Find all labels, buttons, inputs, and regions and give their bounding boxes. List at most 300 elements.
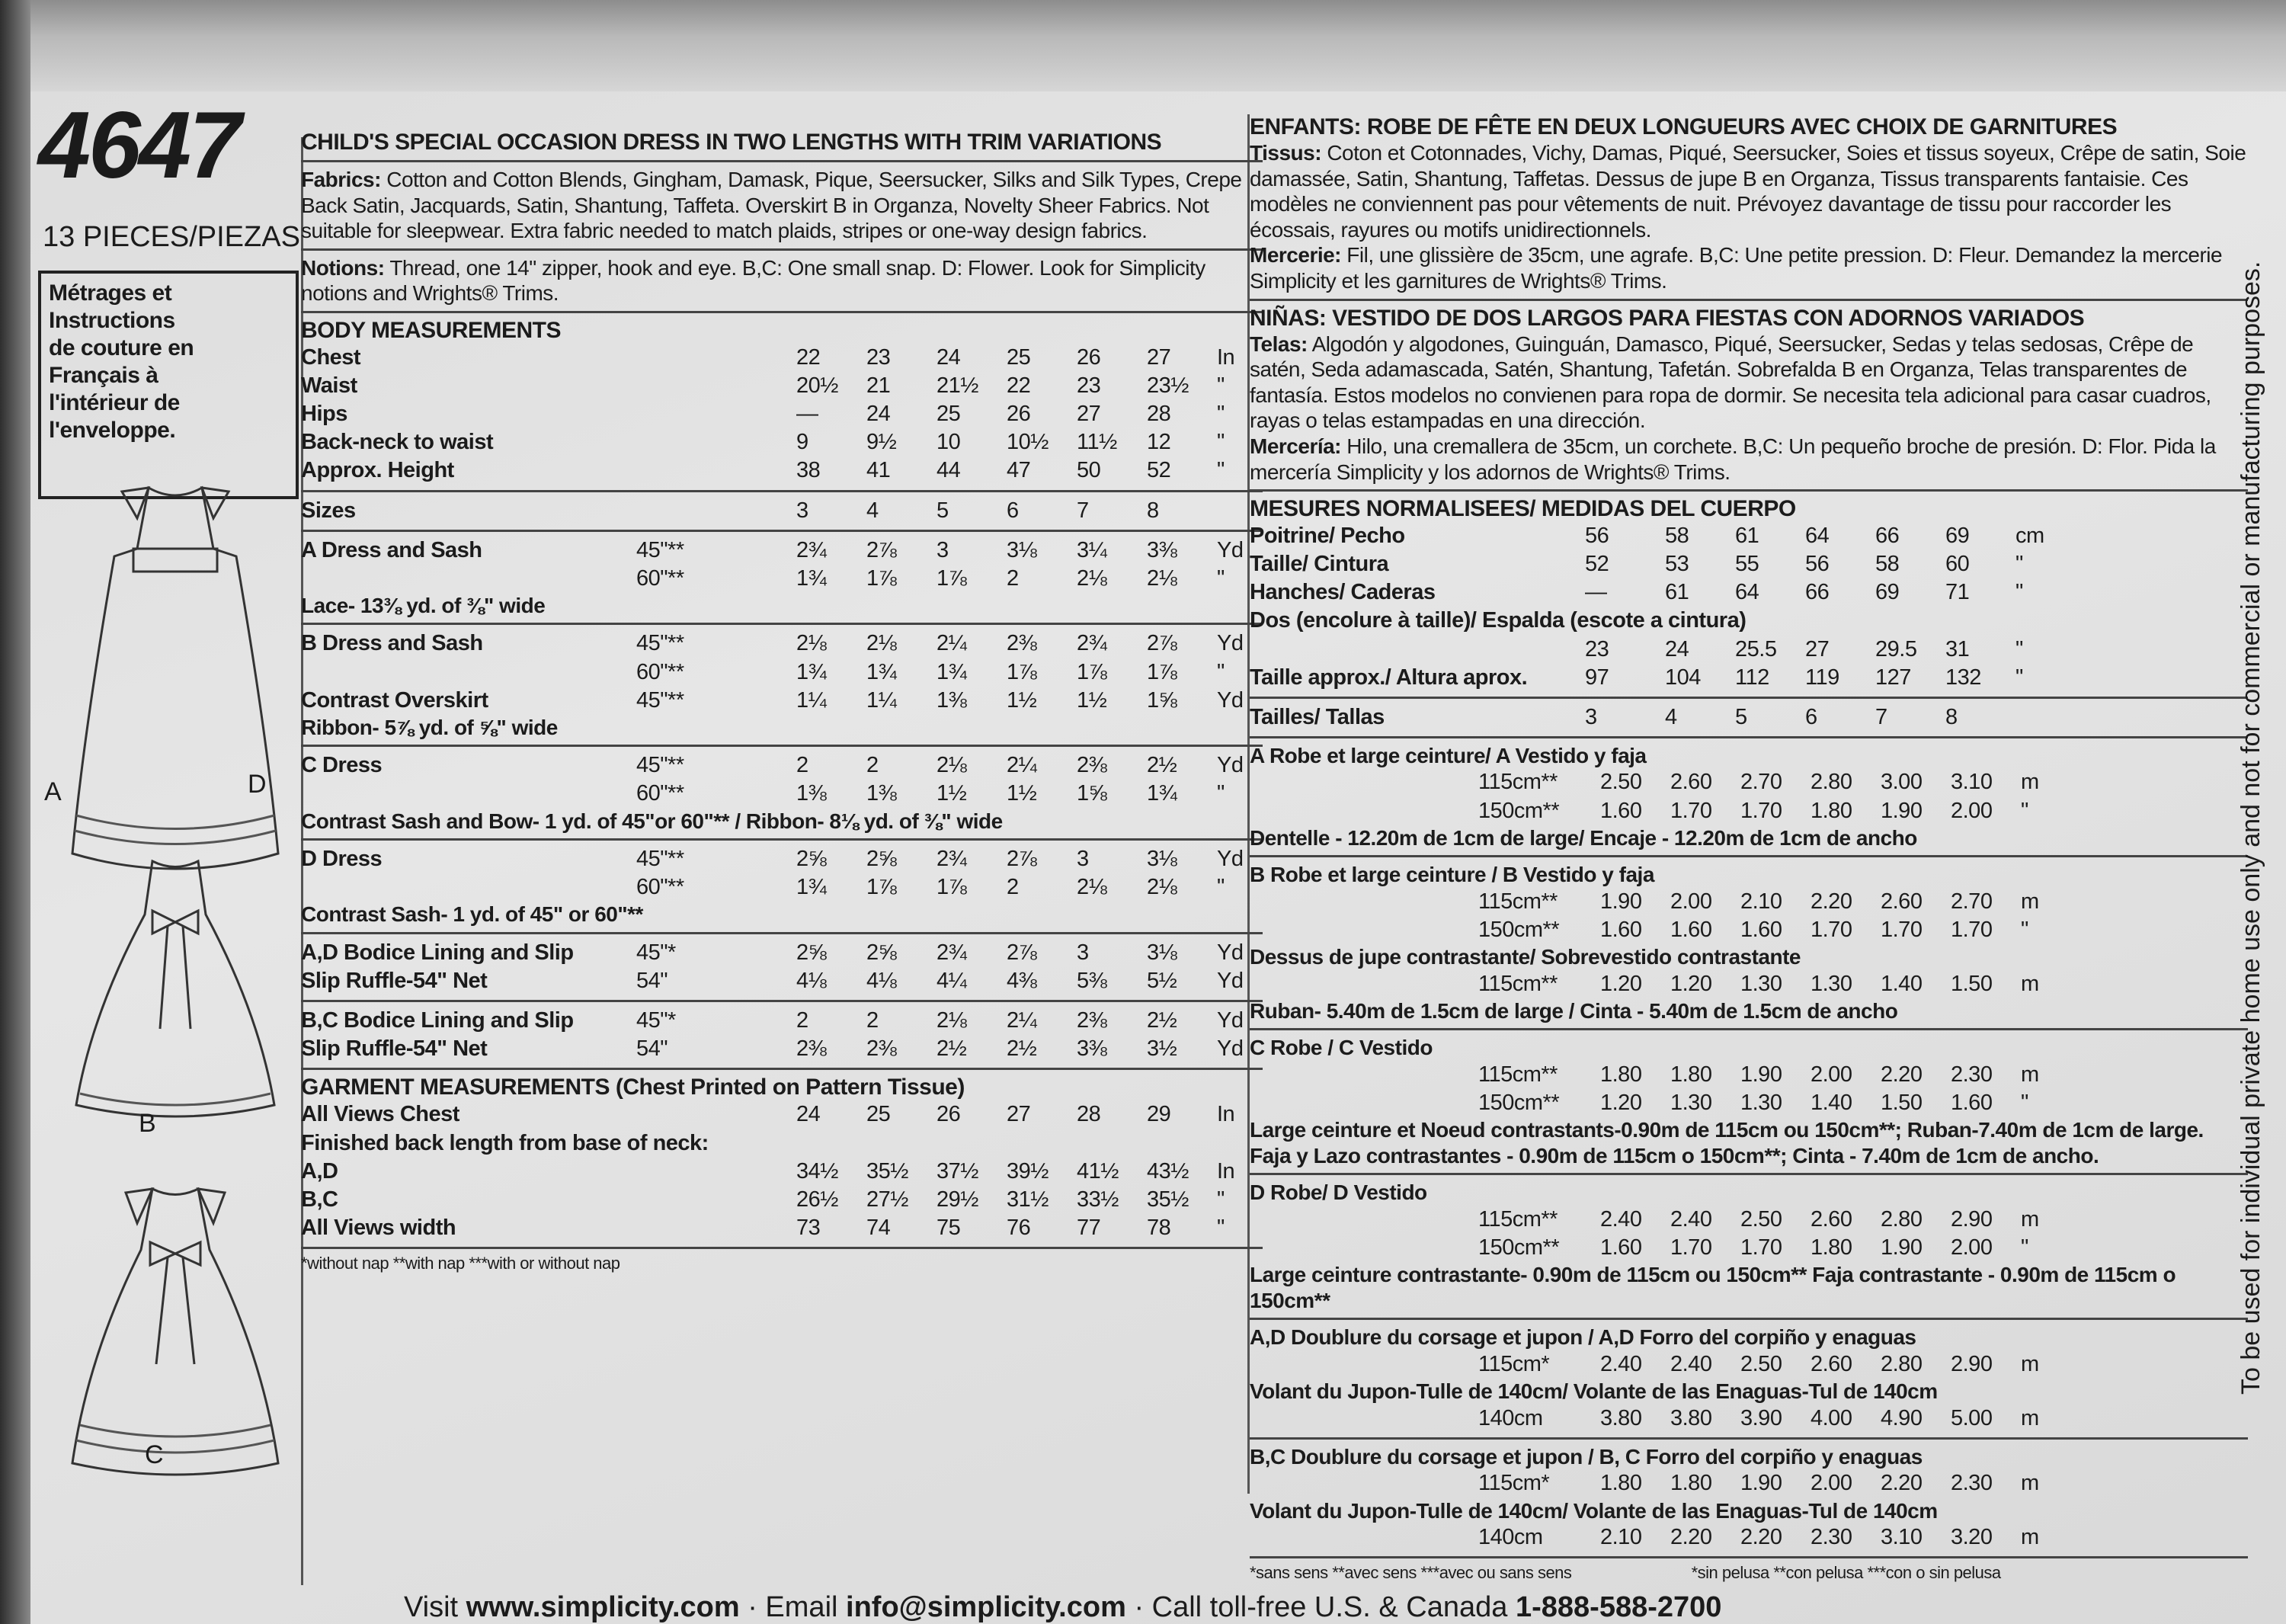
telas-paragraph: [1250, 332, 2248, 434]
table-cell: [1250, 797, 1478, 825]
dress-b-sketch: [69, 846, 282, 1136]
table-cell: 1¾: [1147, 781, 1177, 806]
table-cell: 1⅞: [866, 565, 897, 591]
table-cell: 75: [936, 1215, 961, 1240]
table-cell: 66: [1875, 524, 1900, 549]
table-cell: 2.00: [1951, 1235, 1993, 1260]
table-cell: 2.20: [1670, 1525, 1712, 1550]
table-cell: 119: [1805, 665, 1839, 690]
table-cell: 2⅛: [936, 753, 967, 778]
width-label: 150cm**: [1478, 1235, 1560, 1260]
table-cell: 4⅛: [866, 969, 897, 994]
table-cell: 1.40: [1811, 1091, 1852, 1116]
table-cell: 8: [1945, 704, 1958, 729]
table-cell: 1.30: [1740, 971, 1782, 996]
table-cell: 5⅜: [1077, 969, 1107, 994]
table-cell: 24: [796, 1102, 821, 1127]
table-cell: 71: [1945, 580, 1970, 605]
table-cell: 43½: [1147, 1158, 1189, 1184]
garment-measurements-heading: GARMENT MEASUREMENTS (Chest Printed on Pattern Tissue): [301, 1075, 965, 1100]
table-cell: ": [1217, 875, 1225, 900]
table-cell: 1.80: [1670, 1471, 1712, 1496]
table-cell: 31: [1945, 636, 1970, 661]
row-label: [301, 658, 636, 687]
table-cell: m: [2021, 1062, 2039, 1087]
metric-note: Volant du Jupon-Tulle de 140cm/ Volante de las Enaguas-Tul de 140cm: [1250, 1379, 1938, 1404]
table-cell: 39½: [1007, 1158, 1049, 1184]
table-cell: Yd: [1217, 940, 1244, 965]
table-cell: 3.10: [1951, 770, 1993, 795]
table-cell: 1⅝: [1147, 687, 1177, 713]
row-label: Waist: [301, 373, 357, 399]
table-cell: ": [1217, 1215, 1225, 1240]
table-cell: 76: [1007, 1215, 1031, 1240]
table-cell: [1875, 607, 1945, 635]
sketch-label-c: C: [145, 1440, 164, 1469]
yardage-block: [301, 629, 1263, 714]
table-cell: [1250, 1089, 1478, 1117]
table-cell: 26: [936, 1102, 961, 1127]
table-cell: [1250, 916, 1478, 944]
table-cell: 56: [1805, 552, 1830, 577]
dress-c-sketch: [65, 1166, 286, 1486]
english-footnote: *without nap **with nap ***with or without nap: [301, 1253, 620, 1273]
table-cell: [1585, 607, 1665, 635]
table-cell: 58: [1665, 524, 1689, 549]
contact-strip: [404, 1591, 1721, 1624]
table-cell: [636, 1158, 796, 1186]
row-label: Approx. Height: [301, 458, 454, 483]
telas-text: Algodón y algodones, Guinguán, Damasco, Piqué, Seersucker, Sedas y telas sedosas, Crêpe de satén, Seda adamascada, Satén, Shantung, Tafetán. Sobrefalda B en Organza, Telas transparentes de fantasía. Estos modelos no convienen para ropa de dormir. Se necesita tela adicional para casar cuadros, rayas o telas estampadas en una dirección.: [1250, 332, 2211, 433]
table-cell: 45"*: [636, 940, 676, 965]
table-cell: 2.00: [1811, 1062, 1852, 1087]
table-cell: [2015, 607, 2061, 635]
metric-block-rows: [1250, 1405, 2248, 1433]
table-cell: 22: [1007, 373, 1031, 399]
divider: [301, 932, 1263, 934]
table-cell: ": [2021, 918, 2028, 942]
table-cell: Yd: [1217, 847, 1244, 872]
metric-block-rows: [1250, 768, 2248, 825]
table-cell: 77: [1077, 1215, 1101, 1240]
row-label: All Views Chest: [301, 1102, 459, 1127]
table-cell: 2½: [1147, 753, 1177, 778]
table-cell: 4: [866, 498, 879, 523]
table-cell: 97: [1585, 665, 1609, 690]
width-label: 150cm**: [1478, 918, 1560, 942]
table-cell: 3.20: [1951, 1525, 1993, 1550]
table-cell: 2.50: [1740, 1352, 1782, 1376]
table-cell: 2.80: [1811, 770, 1852, 795]
table-cell: ": [1217, 402, 1225, 427]
table-cell: 1.70: [1951, 918, 1993, 942]
table-cell: 1.90: [1881, 1235, 1923, 1260]
table-cell: 23: [866, 344, 891, 370]
table-cell: 1.70: [1670, 798, 1712, 823]
table-cell: 2⅜: [1077, 753, 1107, 778]
table-cell: 4.90: [1881, 1405, 1923, 1430]
table-cell: 5½: [1147, 969, 1177, 994]
table-cell: 1.70: [1881, 918, 1923, 942]
metric-note: Dentelle - 12.20m de 1cm de large/ Encaje - 12.20m de 1cm de ancho: [1250, 825, 1917, 850]
table-cell: 26: [1077, 344, 1101, 370]
table-cell: ": [2021, 1235, 2028, 1260]
table-cell: ": [1217, 781, 1225, 806]
divider: [1250, 1028, 2248, 1030]
table-cell: 56: [1585, 524, 1609, 549]
table-cell: [1250, 768, 1478, 796]
merceria-label: Mercería:: [1250, 434, 1342, 458]
table-cell: ": [1217, 373, 1225, 399]
table-cell: [796, 1129, 866, 1158]
table-cell: 2.40: [1600, 1207, 1642, 1232]
table-cell: m: [2021, 889, 2039, 914]
table-cell: 1¼: [866, 687, 897, 713]
table-cell: 2⅜: [796, 1036, 827, 1062]
merceria-text: Hilo, una cremallera de 35cm, un corchete. B,C: Un pequeño broche de presión. D: Flor. Pida la mercería Simplicity y los adornos de Wrights® Trims.: [1250, 434, 2216, 484]
table-cell: 5.00: [1951, 1405, 1993, 1430]
table-cell: 2.70: [1740, 770, 1782, 795]
table-cell: 2.60: [1670, 770, 1712, 795]
metric-block-rows: [1250, 970, 2248, 998]
table-cell: 45"**: [636, 537, 684, 562]
row-label: Taille/ Cintura: [1250, 552, 1389, 577]
table-cell: 60"**: [636, 565, 684, 591]
divider: [301, 160, 1263, 162]
table-cell: 37½: [936, 1158, 978, 1184]
table-cell: ": [2021, 1091, 2028, 1116]
table-cell: 60"**: [636, 875, 684, 900]
french-box-line: l'enveloppe.: [49, 418, 176, 443]
table-cell: 1.70: [1670, 1235, 1712, 1260]
table-cell: 3⅛: [1147, 847, 1177, 872]
table-cell: 2.40: [1670, 1352, 1712, 1376]
table-cell: —: [796, 402, 818, 427]
divider: [1250, 855, 2248, 857]
table-cell: 2.30: [1951, 1471, 1993, 1496]
table-cell: 73: [796, 1215, 821, 1240]
table-cell: 1⅞: [1147, 659, 1177, 684]
table-cell: 24: [936, 344, 961, 370]
metric-note: Large ceinture et Noeud contrastants-0.90m de 115cm ou 150cm**; Ruban-7.40m de 1cm de large. Faja y Lazo contrastantes - 0.90m de 115cm o 150cm**; Cinta - 7.40m de 1cm de ancho.: [1250, 1118, 2204, 1168]
table-cell: 69: [1945, 524, 1970, 549]
table-cell: 60"**: [636, 781, 684, 806]
table-cell: 27: [1147, 344, 1171, 370]
divider: [301, 1000, 1263, 1002]
row-label: [301, 565, 636, 593]
table-cell: Yd: [1217, 687, 1244, 713]
table-cell: 8: [1147, 498, 1159, 523]
table-cell: [636, 344, 796, 372]
table-cell: 29: [1147, 1102, 1171, 1127]
table-cell: 34½: [796, 1158, 838, 1184]
table-cell: [1735, 607, 1805, 635]
table-cell: 2.00: [1951, 798, 1993, 823]
table-cell: 10: [936, 430, 961, 455]
table-cell: 3: [1077, 847, 1089, 872]
email-link[interactable]: info@simplicity.com: [846, 1591, 1126, 1623]
table-cell: —: [1585, 580, 1607, 605]
table-cell: 23½: [1147, 373, 1189, 399]
table-cell: 74: [866, 1215, 891, 1240]
table-cell: 60: [1945, 552, 1970, 577]
divider: [301, 248, 1263, 251]
table-cell: 1.90: [1740, 1062, 1782, 1087]
table-cell: 1⅜: [936, 687, 967, 713]
yardage-note: Contrast Sash and Bow- 1 yd. of 45"or 60"** / Ribbon- 8⅛ yd. of ⅜" wide: [301, 809, 1003, 833]
table-cell: 26½: [796, 1187, 838, 1212]
french-box-line: l'intérieur de: [49, 390, 180, 415]
table-cell: 2: [1007, 565, 1019, 591]
row-label: B,C Bodice Lining and Slip: [301, 1008, 574, 1033]
tissus-text: Coton et Cotonnades, Vichy, Damas, Piqué, Seersucker, Soies et tissus soyeux, Crêpe de satin, Soie damassée, Satin, Shantung, Taffetas. Dessus de jupe B en Organza, Tissus transparents fantaisie. Ces modèles ne conviennent pas pour vêtements de nuit. Prévoyez davantage de tissu pour raccorder les écossais, rayures ou motifs unidirectionnels.: [1250, 141, 2246, 242]
table-cell: 2¼: [1007, 753, 1037, 778]
table-cell: 25: [936, 402, 961, 427]
call-label: · Call toll-free U.S. & Canada: [1134, 1591, 1508, 1623]
table-cell: [936, 1129, 1007, 1158]
table-cell: 1.80: [1670, 1062, 1712, 1087]
table-cell: 45"**: [636, 753, 684, 778]
row-label: Slip Ruffle-54" Net: [301, 1036, 488, 1062]
row-label: All Views width: [301, 1215, 456, 1240]
table-cell: [636, 428, 796, 456]
sizes-row: [301, 497, 1263, 525]
table-cell: 2.50: [1740, 1207, 1782, 1232]
table-cell: 1⅞: [1007, 659, 1037, 684]
table-cell: 27½: [866, 1187, 908, 1212]
table-cell: Yd: [1217, 1008, 1244, 1033]
table-cell: 1.30: [1811, 971, 1852, 996]
yardage-note: Contrast Sash- 1 yd. of 45" or 60"**: [301, 902, 643, 927]
table-cell: 2⅛: [866, 631, 897, 656]
table-cell: m: [2021, 1207, 2039, 1232]
table-cell: Yd: [1217, 537, 1244, 562]
row-label: [1250, 636, 1585, 664]
table-cell: 2: [796, 1008, 808, 1033]
table-cell: m: [2021, 1352, 2039, 1376]
row-label: A Dress and Sash: [301, 537, 482, 562]
table-cell: [636, 1214, 796, 1242]
divider: [301, 311, 1263, 313]
table-cell: 64: [1735, 580, 1759, 605]
table-cell: 7: [1077, 498, 1089, 523]
table-cell: 3.10: [1881, 1525, 1923, 1550]
metric-yardage-table: [1250, 736, 2248, 1552]
table-cell: 38: [796, 458, 821, 483]
metric-block-rows: [1250, 1523, 2248, 1552]
table-cell: 29.5: [1875, 636, 1917, 661]
table-cell: 1.60: [1600, 918, 1642, 942]
row-label: Dos (encolure à taille)/ Espalda (escote a cintura): [1250, 608, 1747, 633]
table-cell: 1¼: [796, 687, 827, 713]
sketch-label-a: A: [44, 777, 62, 806]
table-cell: 35½: [1147, 1187, 1189, 1212]
table-cell: 21: [866, 373, 891, 399]
table-cell: [1945, 607, 2015, 635]
table-cell: 1⅞: [866, 875, 897, 900]
metric-block-label: B Robe et large ceinture / B Vestido y faja: [1250, 863, 1654, 887]
table-cell: 41½: [1077, 1158, 1119, 1184]
table-cell: 2¾: [936, 847, 967, 872]
table-cell: 27: [1007, 1102, 1031, 1127]
pattern-sheet: [30, 93, 2256, 1583]
table-cell: 2.20: [1811, 889, 1852, 914]
body-measurements-heading: BODY MEASUREMENTS: [301, 317, 561, 343]
metric-body-heading: MESURES NORMALISEES/ MEDIDAS DEL CUERPO: [1250, 496, 1796, 522]
table-cell: 3: [936, 537, 949, 562]
body-measurements-table: [301, 344, 1263, 485]
table-cell: 69: [1875, 580, 1900, 605]
table-cell: 45"**: [636, 687, 684, 713]
table-cell: 1.60: [1670, 918, 1712, 942]
table-cell: 2.20: [1881, 1471, 1923, 1496]
table-cell: 2⅝: [796, 847, 827, 872]
table-cell: 52: [1585, 552, 1609, 577]
table-cell: 28: [1147, 402, 1171, 427]
width-label: 115cm**: [1478, 1207, 1558, 1232]
table-cell: 66: [1805, 580, 1830, 605]
envelope-top-edge: [0, 0, 2286, 91]
divider: [1250, 697, 2248, 699]
table-cell: In: [1217, 344, 1235, 370]
metric-block-label: C Robe / C Vestido: [1250, 1036, 1433, 1060]
table-cell: 58: [1875, 552, 1900, 577]
table-cell: 104: [1665, 665, 1701, 690]
table-cell: ": [2015, 636, 2023, 661]
row-label: Hanches/ Caderas: [1250, 580, 1436, 605]
table-cell: 3⅜: [1077, 1036, 1107, 1062]
width-label: 150cm**: [1478, 1091, 1560, 1116]
row-label: Slip Ruffle-54" Net: [301, 969, 488, 994]
metric-note: Dessus de jupe contrastante/ Sobrevestido contrastante: [1250, 945, 1801, 969]
table-cell: 2: [866, 753, 879, 778]
table-cell: [866, 1129, 936, 1158]
french-footnote: *sans sens **avec sens ***avec ou sans sens: [1250, 1563, 1572, 1583]
divider: [1250, 1318, 2248, 1320]
table-cell: 22: [796, 344, 821, 370]
metric-body-table: [1250, 522, 2248, 692]
french-title: ENFANTS: ROBE DE FÊTE EN DEUX LONGUEURS AVEC CHOIX DE GARNITURES: [1250, 114, 2118, 139]
yardage-block: [301, 537, 1263, 593]
table-cell: 2¾: [1077, 631, 1107, 656]
metric-footnote: [1250, 1563, 2248, 1583]
table-cell: 1½: [1007, 687, 1037, 713]
table-cell: 3½: [1147, 1036, 1177, 1062]
table-cell: 3⅛: [1147, 940, 1177, 965]
metric-note: Ruban- 5.40m de 1.5cm de large / Cinta - 5.40m de 1.5cm de ancho: [1250, 998, 1898, 1023]
table-cell: 3: [1077, 940, 1089, 965]
width-label: 150cm**: [1478, 798, 1560, 823]
fabrics-paragraph: [301, 167, 1263, 244]
metric-block-rows: [1250, 1061, 2248, 1117]
divider: [301, 838, 1263, 841]
table-cell: 33½: [1077, 1187, 1119, 1212]
table-cell: 25: [866, 1102, 891, 1127]
table-cell: ": [1217, 458, 1225, 483]
table-cell: 54": [636, 969, 668, 994]
table-cell: 1.90: [1740, 1471, 1782, 1496]
yardage-note: Ribbon- 5⅞ yd. of ⅝" wide: [301, 715, 558, 739]
row-label: Taille approx./ Altura aprox.: [1250, 665, 1528, 690]
table-cell: Yd: [1217, 969, 1244, 994]
divider: [301, 530, 1263, 532]
table-cell: 1⅞: [936, 565, 967, 591]
table-cell: 24: [866, 402, 891, 427]
metric-block-label: B,C Doublure du corsage et jupon / B, C Forro del corpiño y enaguas: [1250, 1444, 1923, 1469]
divider: [1250, 1173, 2248, 1175]
merceria-paragraph: [1250, 434, 2248, 485]
divider: [1250, 1437, 2248, 1440]
table-cell: 52: [1147, 458, 1171, 483]
table-cell: 127: [1875, 665, 1911, 690]
table-cell: 1.70: [1811, 918, 1852, 942]
table-cell: m: [2021, 1471, 2039, 1496]
website-link[interactable]: www.simplicity.com: [466, 1591, 740, 1623]
table-cell: 50: [1077, 458, 1101, 483]
table-cell: 10½: [1007, 430, 1049, 455]
divider: [1250, 1556, 2248, 1558]
row-label: Back-neck to waist: [301, 430, 494, 455]
table-cell: 1.90: [1600, 889, 1642, 914]
table-cell: 1.60: [1951, 1091, 1993, 1116]
table-cell: 1.20: [1600, 1091, 1642, 1116]
metric-note: Large ceinture contrastante- 0.90m de 115cm ou 150cm** Faja contrastante - 0.90m de 115cm o 150cm**: [1250, 1263, 2176, 1312]
table-cell: 2.80: [1881, 1352, 1923, 1376]
table-cell: [1250, 1469, 1478, 1497]
table-cell: 45"**: [636, 631, 684, 656]
table-cell: 2½: [1147, 1008, 1177, 1033]
french-box-line: Métrages et Instructions: [49, 280, 175, 333]
table-cell: [1077, 1129, 1147, 1158]
table-cell: 53: [1665, 552, 1689, 577]
table-cell: 112: [1735, 665, 1769, 690]
divider: [301, 623, 1263, 625]
table-cell: 23: [1077, 373, 1101, 399]
table-cell: 1⅜: [866, 781, 897, 806]
table-cell: 54": [636, 1036, 668, 1062]
table-cell: 2⅛: [1077, 875, 1107, 900]
table-cell: 2⅝: [796, 940, 827, 965]
table-cell: ": [2015, 552, 2023, 577]
table-cell: 2⅝: [866, 940, 897, 965]
row-label: Poitrine/ Pecho: [1250, 524, 1405, 549]
table-cell: 2.90: [1951, 1352, 1993, 1376]
table-cell: 3: [1585, 704, 1597, 729]
divider: [1250, 489, 2248, 492]
table-cell: 27: [1805, 636, 1830, 661]
table-cell: 1.30: [1670, 1091, 1712, 1116]
garment-measurements-table: [301, 1100, 1263, 1242]
french-box-line: de couture en Français à: [49, 335, 194, 388]
pattern-number: 4647: [38, 93, 239, 198]
row-label: B Dress and Sash: [301, 631, 483, 656]
table-cell: m: [2021, 1525, 2039, 1550]
table-cell: 2: [1007, 875, 1019, 900]
yardage-note: Lace- 13⅜ yd. of ⅜" wide: [301, 593, 546, 617]
divider: [301, 1247, 1263, 1249]
width-label: 115cm*: [1478, 1471, 1550, 1496]
table-cell: ": [2021, 798, 2028, 823]
table-cell: 4¼: [936, 969, 967, 994]
table-cell: 2¾: [936, 940, 967, 965]
table-cell: 1½: [1077, 687, 1107, 713]
table-cell: 1.70: [1740, 1235, 1782, 1260]
table-cell: [636, 497, 796, 525]
table-cell: 2.40: [1670, 1207, 1712, 1232]
table-cell: 1.80: [1811, 1235, 1852, 1260]
table-cell: 5: [936, 498, 949, 523]
table-cell: 35½: [866, 1158, 908, 1184]
